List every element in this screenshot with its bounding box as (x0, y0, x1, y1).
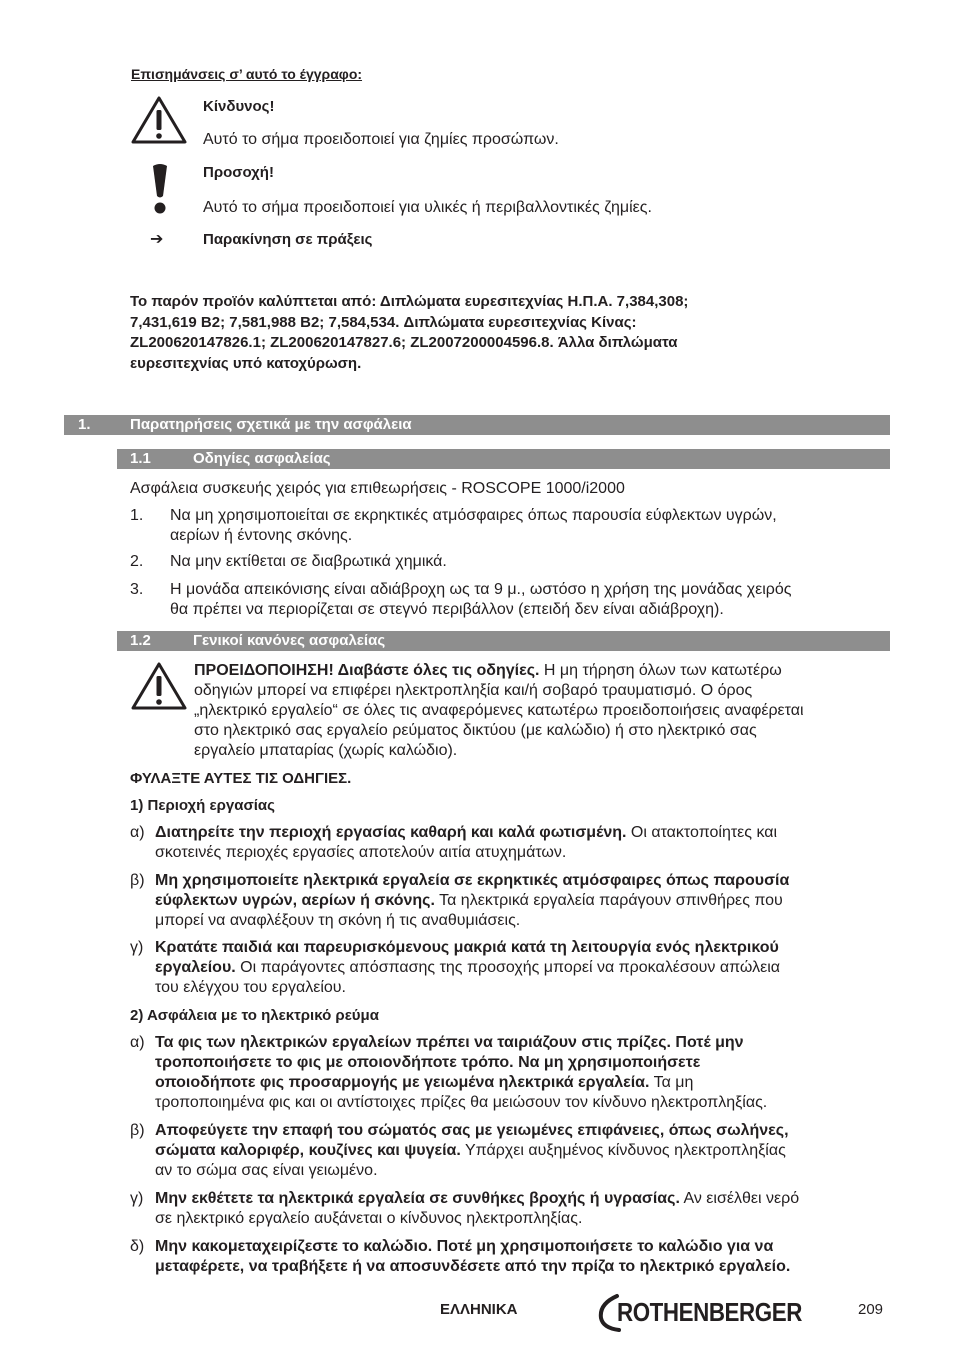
caution-text: Αυτό το σήμα προειδοποιεί για υλικές ή περιβαλλοντικές ζημίες. (203, 199, 652, 216)
brand-logo (595, 1292, 832, 1332)
list-text: θα πρέπει να περιορίζεται σε στεγνό περιβάλλον (επειδή δεν είναι αδιάβροχη). (170, 601, 724, 618)
list-text: Η μονάδα απεικόνισης είναι αδιάβροχη ως τα 9 μ., ωστόσο η χρήση της μονάδας χειρός (170, 581, 792, 598)
section-number: 1.1 (130, 450, 151, 467)
subsection-work-area: 1) Περιοχή εργασίας (130, 797, 275, 814)
section-1-heading (64, 415, 890, 435)
list-letter: α) (130, 824, 145, 841)
rule-text: σε ηλεκτρικό εργαλείο αυξάνεται ο κίνδυνος ηλεκτροπληξίας. (155, 1210, 583, 1227)
subsection-electrical-safety: 2) Ασφάλεια με το ηλεκτρικό ρεύμα (130, 1007, 379, 1024)
warning-triangle-icon (130, 94, 188, 146)
legend-heading: Επισημάνσεις σ’ αυτό το έγγραφο: (131, 66, 363, 82)
list-text: Να μην εκτίθεται σε διαβρωτικά χημικά. (170, 553, 447, 570)
footer-language: ΕΛΛΗΝΙΚΑ (440, 1301, 518, 1318)
list-item (0, 552, 954, 572)
brand-name: ROTHENBERGER (617, 1297, 802, 1327)
rule-text: Οι παράγοντες απόσπασης της προσοχής μπορεί να προκαλέσουν απώλεια (235, 959, 781, 976)
action-arrow-icon: ➔ (150, 231, 164, 248)
section-1-1-intro: Ασφάλεια συσκευής χειρός για επιθεωρήσεις - ROSCOPE 1000/i2000 (130, 480, 625, 497)
list-item (0, 1237, 954, 1277)
list-text: Να μη χρησιμοποιείται σε εκρηκτικές ατμόσφαιρες όπως παρουσία εύφλεκτων υγρών, (170, 507, 777, 524)
section-number: 1. (78, 416, 91, 433)
list-item (0, 1033, 954, 1113)
danger-text: Αυτό το σήμα προειδοποιεί για ζημίες προσώπων. (203, 131, 559, 148)
list-letter: β) (130, 1122, 145, 1139)
list-letter: α) (130, 1034, 145, 1051)
list-item (0, 1121, 954, 1181)
rule-text: μπορεί να αναφλέξουν τη σκόνη ή τις αναθυμιάσεις. (155, 912, 521, 929)
rule-bold: Αποφεύγετε την επαφή του σώματός σας με γειωμένες επιφάνειες, όπως σωλήνες, (155, 1122, 789, 1139)
list-item (0, 871, 954, 931)
rule-bold: Κρατάτε παιδιά και παρευρισκόμενους μακριά κατά τη λειτουργία ενός ηλεκτρικού (155, 939, 779, 956)
list-item (0, 506, 954, 546)
warning-triangle-icon (130, 660, 188, 712)
list-number: 3. (130, 581, 144, 598)
exclamation-icon (150, 162, 170, 216)
rule-text: του ελέγχου του εργαλείου. (155, 979, 346, 996)
patent-line: ZL200620147826.1; ZL200620147827.6; ZL2007200004596.8. Άλλα διπλώματα (130, 334, 678, 352)
list-text: αερίων ή έντονης σκόνης. (170, 527, 353, 544)
section-title: Οδηγίες ασφαλείας (193, 450, 331, 467)
section-1-1-heading (117, 449, 890, 469)
warning-text: εργαλείο μπαταρίας (χωρίς καλώδιο). (194, 742, 458, 759)
list-letter: β) (130, 872, 145, 889)
section-number: 1.2 (130, 632, 151, 649)
warning-bold: ΠΡΟΕΙΔΟΠΟΙΗΣΗ! Διαβάστε όλες τις οδηγίες. (194, 662, 540, 679)
rule-bold: Μην κακομεταχειρίζεστε το καλώδιο. Ποτέ μη χρησιμοποιήσετε το καλώδιο για να (155, 1238, 774, 1255)
warning-text: οδηγιών μπορεί να επιφέρει ηλεκτροπληξία και/ή σοβαρό τραυματισμό. Ο όρος (194, 682, 753, 699)
section-title: Παρατηρήσεις σχετικά με την ασφάλεια (130, 416, 412, 433)
rule-text: Υπάρχει αυξημένος κίνδυνος ηλεκτροπληξίας (460, 1142, 786, 1159)
list-letter: γ) (130, 939, 144, 956)
page-number: 209 (858, 1301, 884, 1318)
section-title: Γενικοί κανόνες ασφαλείας (193, 632, 386, 649)
list-item (0, 823, 954, 863)
rule-bold: εργαλείου. (155, 959, 236, 976)
rule-bold: Μη χρησιμοποιείτε ηλεκτρικά εργαλεία σε εκρηκτικές ατμόσφαιρες όπως παρουσία (155, 872, 790, 889)
rule-text: σκοτεινές περιοχές εργασίες αποτελούν αιτία ατυχημάτων. (155, 844, 567, 861)
list-item (0, 1189, 954, 1229)
section-1-2-heading (117, 631, 890, 651)
list-letter: γ) (130, 1190, 144, 1207)
general-warning (194, 661, 894, 761)
keep-instructions: ΦΥΛΑΞΤΕ ΑΥΤΕΣ ΤΙΣ ΟΔΗΓΙΕΣ. (130, 770, 352, 787)
rule-bold: Μην εκθέτετε τα ηλεκτρικά εργαλεία σε συνθήκες βροχής ή υγρασίας. (155, 1190, 680, 1207)
list-number: 2. (130, 553, 144, 570)
rule-bold: εύφλεκτων υγρών, αερίων ή σκόνης. (155, 892, 435, 909)
rule-text: τροποποιημένα φις και οι αντίστοιχες πρίζες θα μειώσουν τον κίνδυνο ηλεκτροπληξίας. (155, 1094, 768, 1111)
patent-line: 7,431,619 B2; 7,581,988 B2; 7,584,534. Διπλώματα ευρεσιτεχνίας Κίνας: (130, 313, 637, 331)
list-item (0, 938, 954, 998)
caution-title: Προσοχή! (203, 164, 274, 181)
rule-bold: Τα φις των ηλεκτρικών εργαλείων πρέπει να ταιριάζουν στις πρίζες. Ποτέ μην (155, 1034, 744, 1051)
warning-text: στο ηλεκτρικό σας εργαλείο ρεύματος δικτύου (με καλώδιο) ή στο ηλεκτρικό σας (194, 722, 757, 739)
warning-text: „ηλεκτρικό εργαλείο“ σε όλες τις αναφερόμενες κατωτέρω προειδοποιήσεις αναφέρεται (194, 702, 804, 719)
patent-notice (130, 292, 830, 374)
danger-title: Κίνδυνος! (203, 98, 275, 115)
list-letter: δ) (130, 1238, 145, 1255)
rule-text: Αν εισέλθει νερό (679, 1190, 800, 1207)
action-title: Παρακίνηση σε πράξεις (203, 231, 373, 248)
rule-bold: μεταφέρετε, να τραβήξετε ή να αποσυνδέσετε από την πρίζα το ηλεκτρικό εργαλείο. (155, 1258, 791, 1275)
rule-text: αν το σώμα σας είναι γειωμένο. (155, 1162, 378, 1179)
rule-text: Τα μη (649, 1074, 694, 1091)
rule-bold: τροποποιήσετε το φις με οποιονδήποτε τρόπο. Να μη χρησιμοποιήσετε (155, 1054, 701, 1071)
rule-text: Τα ηλεκτρικά εργαλεία παράγουν σπινθήρες που (434, 892, 783, 909)
rule-bold: σώματα καλοριφέρ, κουζίνες και ψυγεία. (155, 1142, 461, 1159)
list-number: 1. (130, 507, 144, 524)
rule-bold: Διατηρείτε την περιοχή εργασίας καθαρή και καλά φωτισμένη. (155, 824, 627, 841)
warning-text: Η μη τήρηση όλων των κατωτέρω (539, 662, 782, 679)
rule-text: Οι ατακτοποίητες και (626, 824, 778, 841)
list-item (0, 580, 954, 620)
patent-line: ευρεσιτεχνίας υπό κατοχύρωση. (130, 354, 362, 372)
patent-line: Το παρόν προϊόν καλύπτεται από: Διπλώματα ευρεσιτεχνίας Η.Π.Α. 7,384,308; (130, 293, 689, 310)
rule-bold: οποιοδήποτε φις προσαρμογής με γειωμένα ηλεκτρικά εργαλεία. (155, 1074, 650, 1091)
